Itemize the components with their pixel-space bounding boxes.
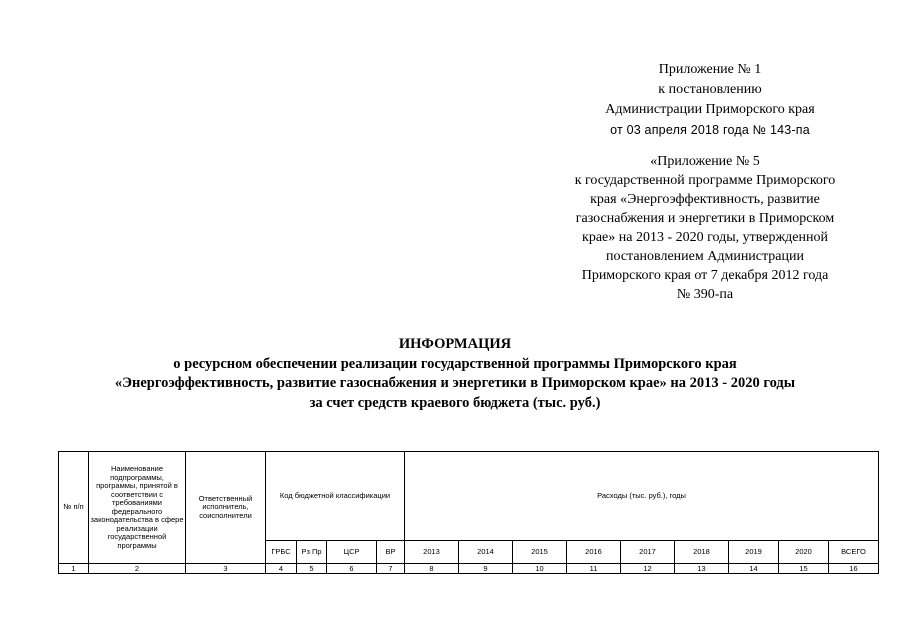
header-year: 2020 <box>779 541 829 564</box>
column-number: 11 <box>567 564 621 574</box>
header-vr: ВР <box>377 541 405 564</box>
column-number: 8 <box>405 564 459 574</box>
column-number: 16 <box>829 564 879 574</box>
column-number: 3 <box>186 564 266 574</box>
header-rzpr: Рз Пр <box>297 541 327 564</box>
header-year: 2018 <box>675 541 729 564</box>
appendix-1-line2: к постановлению <box>658 82 762 97</box>
column-number: 12 <box>621 564 675 574</box>
heading-line1: о ресурсном обеспечении реализации государственной программы Приморского края <box>173 355 737 372</box>
column-number: 14 <box>729 564 779 574</box>
header-expenses: Расходы (тыс. руб.), годы <box>405 452 879 541</box>
header-csr: ЦСР <box>327 541 377 564</box>
appendix-5-line7: Приморского края от 7 декабря 2012 года <box>581 268 829 283</box>
appendix-5-line3: края «Энергоэффективность, развитие <box>590 192 820 207</box>
column-number: 5 <box>297 564 327 574</box>
resource-table <box>58 451 879 574</box>
appendix-1-title: Приложение № 1 <box>658 62 762 77</box>
appendix-5-line5: крае» на 2013 - 2020 годы, утвержденной <box>582 230 828 245</box>
appendix-5-line2: к государственной программе Приморского <box>574 173 836 188</box>
column-number: 6 <box>327 564 377 574</box>
heading-line3: за счет средств краевого бюджета (тыс. руб.) <box>309 394 601 411</box>
column-number: 7 <box>377 564 405 574</box>
header-num: № п/п <box>59 452 89 564</box>
header-grbs: ГРБС <box>266 541 297 564</box>
header-total: ВСЕГО <box>829 541 879 564</box>
appendix-1-date: от 03 апреля 2018 года № 143-па <box>610 123 810 137</box>
header-budget-code: Код бюджетной классификации <box>266 452 405 541</box>
column-number: 13 <box>675 564 729 574</box>
header-year: 2015 <box>513 541 567 564</box>
heading-title: ИНФОРМАЦИЯ <box>398 336 512 352</box>
document-heading <box>40 335 870 413</box>
column-number: 15 <box>779 564 829 574</box>
heading-line2: «Энергоэффективность, развитие газоснабжения и энергетики в Приморском крае» на 2013 - 2020 годы <box>114 375 796 391</box>
header-year: 2017 <box>621 541 675 564</box>
header-year: 2016 <box>567 541 621 564</box>
header-year: 2013 <box>405 541 459 564</box>
appendix-5-line6: постановлением Администрации <box>606 249 804 264</box>
header-name: Наименование подпрограммы, программы, принятой в соответствии с требованиями федерального законодательства в сфере реализации государственной программы <box>89 452 186 564</box>
appendix-5-header <box>540 152 870 304</box>
header-year: 2014 <box>459 541 513 564</box>
appendix-1-header <box>560 60 860 140</box>
header-responsible: Ответственный исполнитель, соисполнители <box>186 452 266 564</box>
column-number: 10 <box>513 564 567 574</box>
header-year: 2019 <box>729 541 779 564</box>
column-number: 1 <box>59 564 89 574</box>
column-number: 4 <box>266 564 297 574</box>
appendix-5-line4: газоснабжения и энергетики в Приморском <box>575 211 835 226</box>
appendix-1-line3: Администрации Приморского края <box>605 102 815 117</box>
appendix-5-line8: № 390-па <box>676 287 734 302</box>
column-number: 2 <box>89 564 186 574</box>
column-number: 9 <box>459 564 513 574</box>
appendix-5-title: «Приложение № 5 <box>650 154 760 169</box>
